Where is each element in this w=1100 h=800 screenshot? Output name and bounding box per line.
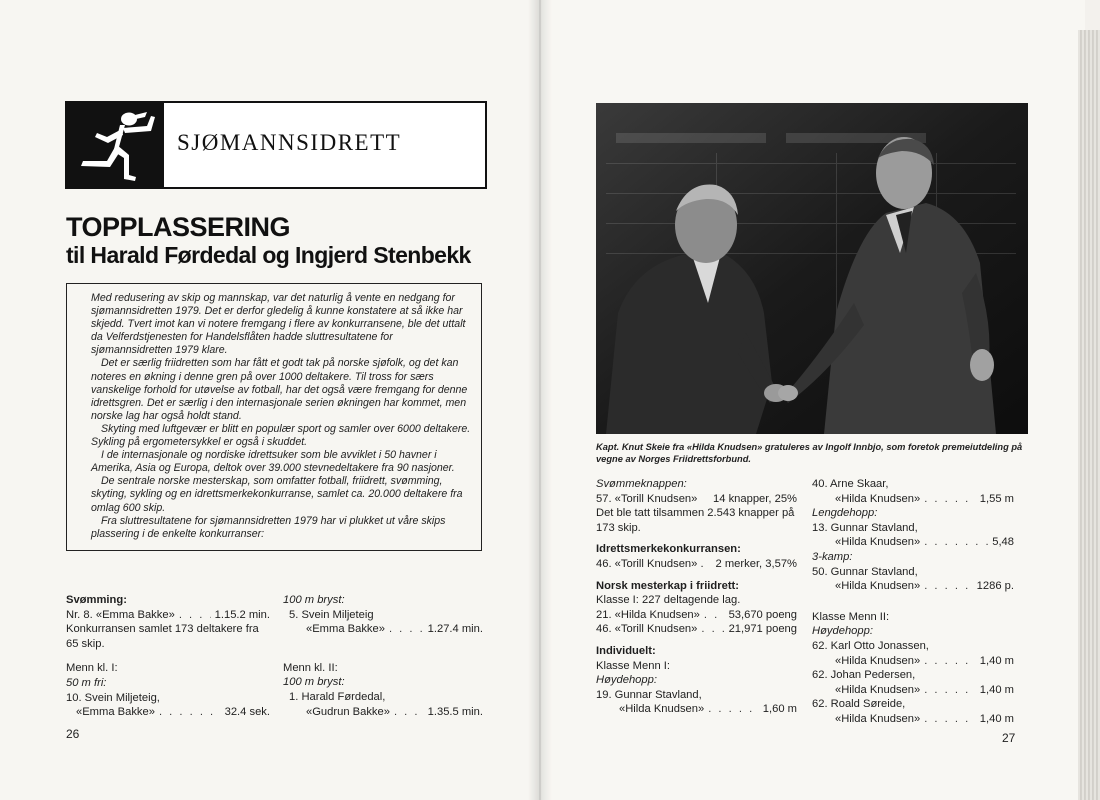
intro-paragraph: Med redusering av skip og mannskap, var det naturlig å vente en nedgang for sjømannsidretten 1979. Det er derfor gledelig å kunne konstatere at så ikke har skjedd. Tvert imot kan vi notere fremgang i flere av konkurransene, ble det uttalt da Velferdstjenesten for Handelsflåten hadde sluttresultatene for sjømannsidretten 1979 klare.	[91, 292, 466, 357]
intro-paragraph: Det er særlig friidretten som har fått et godt tak på norske sjøfolk, og det kan noteres en økning i denne gren på over 1000 deltakere. Til tross for særs vanskelige forhold for utøvelse av fotball, har det også være fremgang for denne idrettsgren. Det er særlig i den internasjonale serien økningen har kommet, men norske lag har også holdt stand.	[91, 357, 468, 422]
result-value: 32.4 sek.	[224, 706, 270, 719]
event-label: 3-kamp:	[812, 550, 853, 563]
result-text: 19. Gunnar Stavland,	[596, 688, 702, 701]
result-entry: 21. «Hilda Knudsen»	[596, 608, 700, 621]
result-text: Klasse I: 227 deltagende lag.	[596, 594, 741, 607]
results-column-swimming	[66, 593, 270, 720]
intro-paragraph: I de internasjonale og nordiske idrettsuker som ble avviklet i 50 havner i Amerika, Asia og Europa, deltok over 39.000 stevnedeltakere fra 90 nasjoner.	[91, 449, 455, 475]
event-label: Svømmeknappen:	[596, 478, 687, 490]
result-entry: 46. «Torill Knudsen»	[596, 623, 698, 636]
result-text: 1. Harald Førdedal,	[289, 690, 386, 703]
result-value: 1.15.2 min.	[214, 608, 270, 621]
result-value: 21,971 poeng	[728, 623, 797, 636]
section-title: SJØMANNSIDRETT	[177, 130, 402, 155]
result-value: 1286 p.	[976, 580, 1014, 593]
leader-dots	[701, 622, 724, 637]
page-edges	[1078, 30, 1100, 800]
result-text: 50. Gunnar Stavland,	[812, 565, 918, 578]
result-entry: «Hilda Knudsen»	[835, 712, 921, 725]
result-entry: «Gudrun Bakke»	[306, 705, 390, 718]
result-entry: Nr. 8. «Emma Bakke»	[66, 608, 175, 621]
results-heading: Individuelt:	[596, 644, 656, 657]
results-column-right-1	[596, 477, 797, 717]
intro-paragraph: Skyting med luftgevær er blitt en populær sport og samler over 6000 deltakere. Sykling på ergometersykkel er også i skuddet.	[91, 422, 471, 449]
leader-dots	[394, 705, 424, 720]
intro-box	[66, 283, 482, 551]
runner-icon	[67, 103, 164, 187]
result-row	[812, 654, 1014, 669]
result-entry: «Hilda Knudsen»	[619, 703, 705, 716]
event-label: Høydehopp:	[596, 674, 657, 687]
result-entry: «Hilda Knudsen»	[835, 536, 921, 549]
intro-paragraph: De sentrale norske mesterskap, som omfatter fotball, friidrett, svømming, skyting, sykling og en idrettsmerkekonkurranse, samlet ca. 20.000 deltakere fra omlag 600 skip.	[91, 475, 463, 514]
event-label: 100 m bryst:	[283, 676, 345, 689]
result-text: 10. Svein Miljeteig,	[66, 691, 160, 704]
photo-handshake	[596, 103, 1028, 434]
leader-dots	[924, 712, 976, 727]
result-text: 62. Johan Pedersen,	[812, 669, 916, 682]
result-entry: «Hilda Knudsen»	[835, 654, 921, 667]
result-entry: «Emma Bakke»	[306, 623, 385, 636]
result-entry: 46. «Torill Knudsen» .	[596, 557, 704, 570]
result-entry: «Emma Bakke»	[76, 706, 155, 719]
leader-dots	[924, 579, 972, 594]
page-gutter	[528, 0, 552, 800]
leader-dots	[924, 535, 988, 550]
class-label: Klasse Menn I:	[596, 659, 670, 672]
result-row	[812, 535, 1014, 550]
result-row	[283, 622, 483, 637]
result-value: 5,48	[992, 536, 1014, 549]
result-entry: «Hilda Knudsen»	[835, 580, 921, 593]
results-column-right-2	[812, 477, 1014, 727]
leader-dots	[159, 705, 221, 720]
result-value: 1,40 m	[979, 683, 1014, 696]
result-value: 1,55 m	[979, 492, 1014, 505]
result-text: 13. Gunnar Stavland,	[812, 521, 918, 534]
section-header	[65, 101, 487, 189]
results-heading: Svømming:	[66, 594, 127, 606]
result-row	[596, 702, 797, 717]
event-label: Lengdehopp:	[812, 507, 878, 520]
leader-dots	[389, 622, 424, 637]
result-row	[596, 622, 797, 637]
result-text: 173 skip.	[596, 521, 641, 534]
leader-dots	[179, 608, 211, 623]
result-text: 65 skip.	[66, 637, 105, 650]
result-text: Det ble tatt tilsammen 2.543 knapper på	[596, 507, 795, 520]
result-value: 1,60 m	[762, 703, 797, 716]
result-row	[66, 705, 270, 720]
result-value: 2 merker, 3,57%	[715, 557, 797, 570]
handshake-photo-illustration	[596, 103, 1028, 434]
leader-dots	[924, 492, 976, 507]
result-text: 5. Svein Miljeteig	[289, 608, 374, 621]
leader-dots	[924, 654, 976, 669]
class-label: Klasse Menn II:	[812, 610, 890, 623]
result-value: 53,670 poeng	[728, 608, 797, 621]
result-value: 1,40 m	[979, 712, 1014, 725]
results-heading: Norsk mesterkap i friidrett:	[596, 579, 739, 592]
event-label: 100 m bryst:	[283, 594, 345, 606]
result-row	[812, 579, 1014, 594]
result-text: 40. Arne Skaar,	[812, 478, 889, 490]
result-entry: «Hilda Knudsen»	[835, 492, 921, 505]
result-value: 1.27.4 min.	[427, 623, 483, 636]
result-row	[283, 705, 483, 720]
event-label: Høydehopp:	[812, 625, 873, 638]
result-row	[812, 492, 1014, 507]
results-heading: Idrettsmerkekonkurransen:	[596, 543, 741, 556]
result-entry: «Hilda Knudsen»	[835, 683, 921, 696]
result-row	[596, 492, 797, 507]
result-row	[812, 683, 1014, 698]
result-value: 14 knapper, 25%	[713, 492, 797, 505]
leader-dots	[704, 608, 725, 623]
result-row	[812, 712, 1014, 727]
results-column-breaststroke	[283, 593, 483, 719]
intro-paragraph: Fra sluttresultatene for sjømannsidretten 1979 har vi plukket ut våre skips plassering i de enkelte konkurranser:	[91, 514, 446, 540]
leader-dots	[924, 683, 976, 698]
result-text: Konkurransen samlet 173 deltakere fra	[66, 623, 259, 636]
leader-dots	[708, 702, 759, 717]
event-label: 50 m fri:	[66, 676, 107, 689]
photo-caption: Kapt. Knut Skeie fra «Hilda Knudsen» gratuleres av Ingolf Innbjo, som foretok premeiutdeling på vegne av Norges Friidrettsforbund.	[596, 442, 1023, 464]
class-label: Menn kl. II:	[283, 661, 338, 674]
headline: TOPPLASSERING	[66, 212, 291, 242]
result-text: 62. Roald Søreide,	[812, 698, 906, 711]
result-row	[596, 557, 797, 572]
result-entry: 57. «Torill Knudsen»	[596, 492, 698, 505]
page-number-left: 26	[66, 727, 80, 741]
class-label: Menn kl. I:	[66, 662, 118, 675]
result-row	[596, 608, 797, 623]
result-row	[66, 608, 270, 623]
result-value: 1.35.5 min.	[427, 705, 483, 718]
subheadline: til Harald Førdedal og Ingjerd Stenbekk	[66, 242, 471, 268]
logo-block	[67, 103, 164, 187]
page-number-right: 27	[1002, 731, 1016, 745]
result-value: 1,40 m	[979, 654, 1014, 667]
result-text: 62. Karl Otto Jonassen,	[812, 639, 929, 652]
